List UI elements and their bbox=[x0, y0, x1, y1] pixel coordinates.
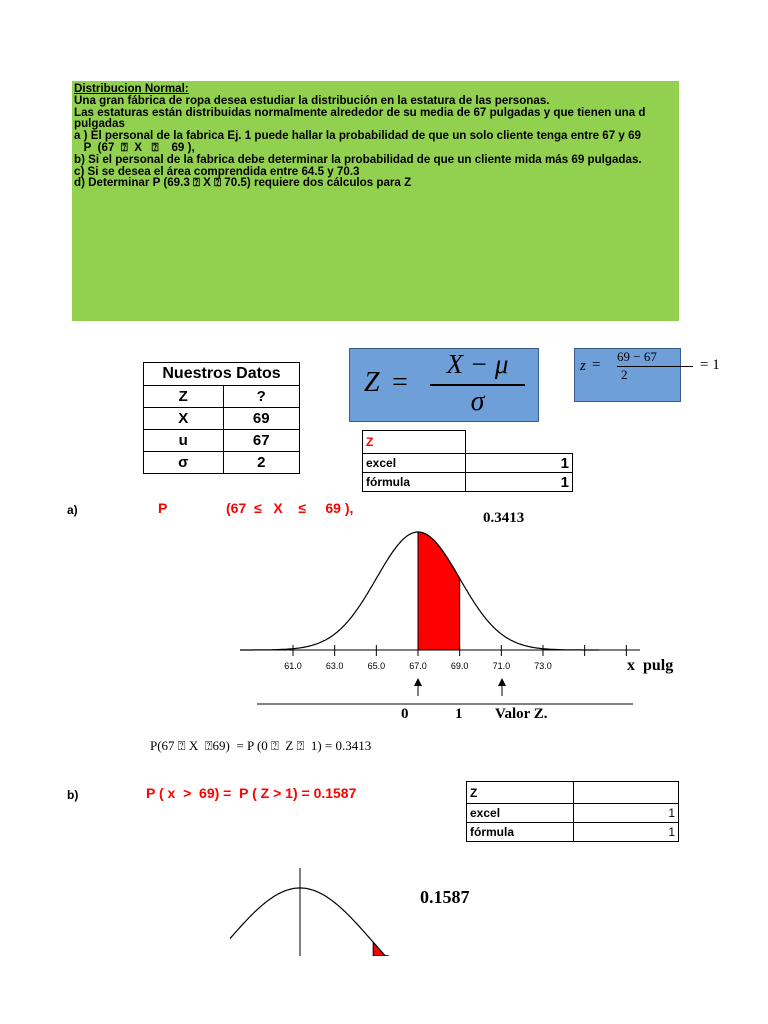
x-axis-tick-label: 67.0 bbox=[409, 661, 427, 671]
calc-fraction-bar bbox=[617, 366, 693, 367]
problem-line: b) Si el personal de la fabrica debe determinar la probabilidad de que un cliente mida más 69 pulgadas. bbox=[74, 152, 642, 166]
part-a-label: a) bbox=[67, 503, 78, 517]
table-row: σ 2 bbox=[144, 452, 300, 474]
problem-line: P (67 ⍰ X ⍰ 69 ), bbox=[74, 140, 195, 154]
part-a-p: P bbox=[158, 500, 168, 516]
z-axis-label: Valor Z. bbox=[495, 706, 548, 722]
part-b-area-value: 0.1587 bbox=[420, 887, 470, 907]
table-row: u 67 bbox=[144, 430, 300, 452]
calc-result: = 1 bbox=[700, 357, 720, 373]
problem-line: Una gran fábrica de ropa desea estudiar la distribución en la estatura de las personas. bbox=[74, 93, 550, 107]
calc-z: z bbox=[580, 358, 586, 374]
table-row: excel 1 bbox=[363, 454, 573, 473]
shaded-area-a bbox=[418, 532, 460, 650]
calc-numerator: 69 − 67 bbox=[617, 349, 657, 364]
formula-denominator: σ bbox=[470, 386, 485, 417]
part-a-equation: P(67 ⍰ X ⍰69) = P (0 ⍰ Z ⍰ 1) = 0.3413 bbox=[150, 738, 372, 753]
formula-z: Z bbox=[364, 367, 380, 398]
bell-curve-b bbox=[230, 888, 385, 956]
part-a-area-value: 0.3413 bbox=[483, 510, 525, 526]
z-formula-box bbox=[349, 348, 539, 422]
part-b-expression: P ( x > 69) = P ( Z > 1) = 0.1587 bbox=[146, 785, 357, 801]
problem-line: a ) El personal de la fabrica Ej. 1 puede hallar la probabilidad de que un solo cliente tenga entre 67 y 69 bbox=[74, 129, 641, 143]
problem-line: c) Si se desea el área comprendida entre 64.5 y 70.3 bbox=[74, 164, 360, 178]
table-row: fórmula 1 bbox=[363, 473, 573, 492]
data-table-title: Nuestros Datos bbox=[144, 363, 300, 386]
problem-line: d) Determinar P (69.3 ⍰ X ⍰ 70.5) requiere dos cálculos para Z bbox=[74, 176, 412, 190]
x-axis-unit: x pulg bbox=[627, 657, 674, 674]
part-b-label: b) bbox=[67, 788, 79, 802]
table-row: X 69 bbox=[144, 408, 300, 430]
x-axis-tick-label: 61.0 bbox=[284, 661, 302, 671]
data-table bbox=[143, 362, 300, 474]
problem-statement-box bbox=[72, 81, 679, 321]
calc-equals: = bbox=[592, 357, 601, 373]
problem-title: Distribucion Normal: bbox=[74, 82, 189, 95]
x-axis-tick-label: 65.0 bbox=[367, 661, 386, 671]
table-row: Z ? bbox=[144, 386, 300, 408]
normal-curve-b bbox=[230, 860, 390, 956]
problem-line: pulgadas bbox=[74, 117, 125, 131]
x-axis-tick-label: 71.0 bbox=[492, 661, 511, 671]
z-calculation-box bbox=[574, 348, 681, 402]
z0-label: 0 bbox=[401, 706, 409, 722]
z-table-header: Z bbox=[363, 431, 466, 454]
table-row: excel 1 bbox=[467, 804, 679, 823]
z-table-a bbox=[362, 430, 573, 492]
part-a-expression: (67 ≤ X ≤ 69 ), bbox=[226, 500, 354, 516]
x-axis-tick-label: 69.0 bbox=[450, 661, 469, 671]
table-row: fórmula 1 bbox=[467, 823, 679, 842]
z1-label: 1 bbox=[455, 706, 463, 722]
formula-numerator: X − μ bbox=[446, 349, 509, 379]
z1-arrowhead bbox=[498, 678, 506, 686]
x-axis-tick-label: 73.0 bbox=[534, 661, 552, 671]
problem-line: Las estaturas están distribuidas normalmente alrededor de su media de 67 pulgadas y que tienen una d bbox=[74, 105, 646, 119]
z0-arrowhead bbox=[414, 678, 422, 686]
formula-equals: = bbox=[392, 367, 408, 398]
calc-denominator: 2 bbox=[621, 367, 628, 382]
x-axis-tick-label: 63.0 bbox=[325, 661, 344, 671]
z-table-b bbox=[466, 781, 679, 842]
z-table-header: Z bbox=[467, 782, 574, 804]
